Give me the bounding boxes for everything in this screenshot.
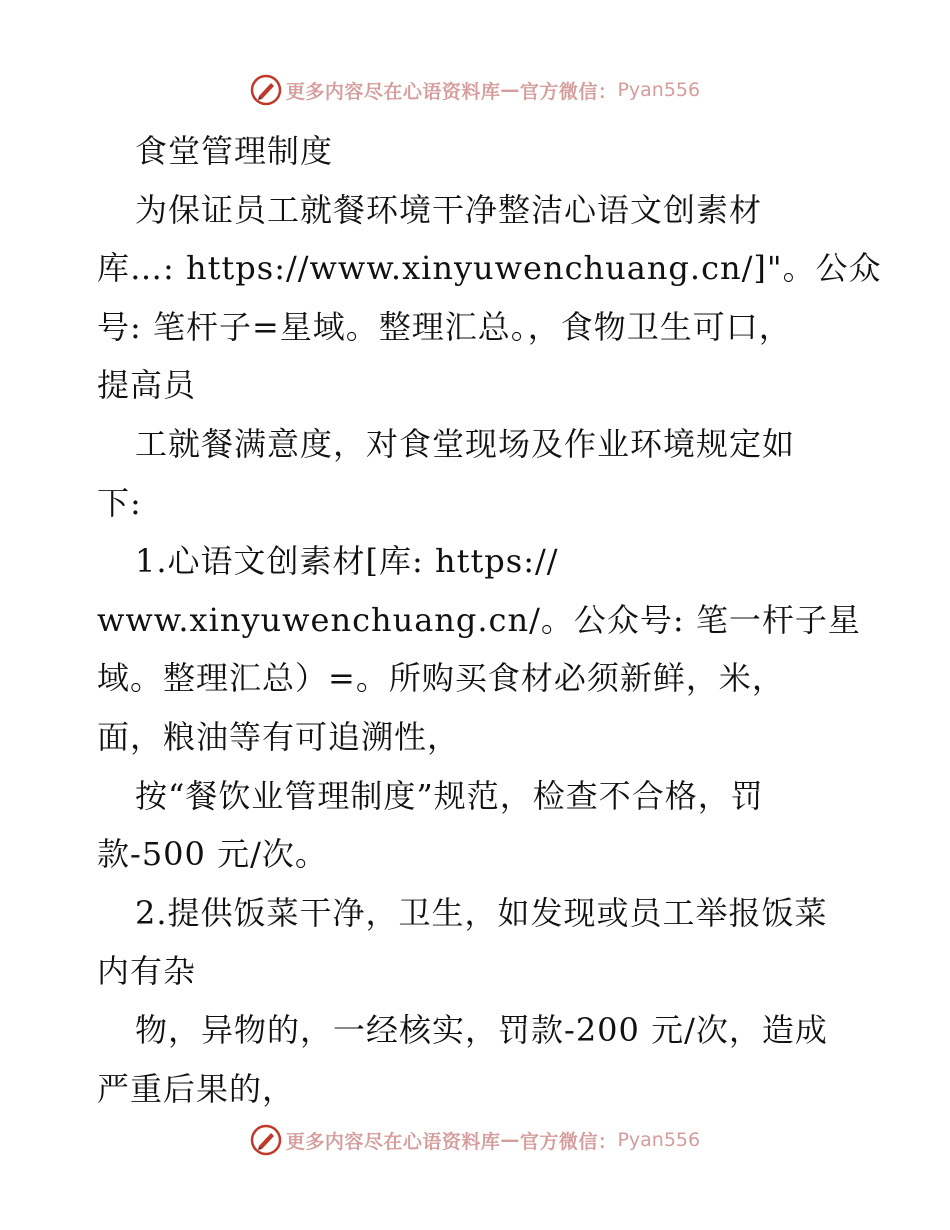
text-line: 2.提供饭菜干净，卫生，如发现或员工举报饭菜 — [135, 893, 828, 932]
document-body — [97, 122, 882, 1118]
text-line: 号: 笔杆子=星域。整理汇总。，食物卫生可口， — [97, 307, 792, 346]
document-title: 食堂管理制度 — [135, 132, 334, 170]
banner-contact-label: 官方微信： — [519, 80, 618, 103]
text-line: 域。整理汇总）=。所购买食材必须新鲜，米， — [97, 659, 785, 698]
banner-slogan: 更多内容尽在心语资料库 — [285, 80, 501, 103]
text-line: www.xinyuwenchuang.cn/。公众号: 笔一杆子星 — [97, 600, 861, 639]
pen-logo-icon — [250, 74, 282, 106]
text-line: 严重后果的， — [97, 1069, 296, 1108]
text-line: 提高员 — [97, 366, 197, 405]
text-line: 物，异物的，一经核实，罚款-200 元/次，造成 — [135, 1010, 828, 1049]
header-banner — [0, 70, 950, 110]
text-line: 按“餐饮业管理制度”规范，检查不合格，罚 — [135, 776, 764, 815]
text-line: 为保证员工就餐环境干净整洁心语文创素材 — [135, 190, 763, 229]
text-line: 下: — [97, 483, 142, 522]
text-line: 内有杂 — [97, 952, 197, 991]
banner-dash: — — [500, 1129, 520, 1151]
footer-banner — [0, 1120, 950, 1160]
banner-slogan: 更多内容尽在心语资料库 — [285, 1130, 501, 1153]
text-line: 库…: https://www.xinyuwenchuang.cn/]"。公众 — [97, 249, 882, 288]
pen-logo-icon — [250, 1124, 282, 1156]
banner-contact-id: Pyan556 — [617, 1129, 701, 1151]
text-line: 面，粮油等有可追溯性， — [97, 717, 461, 756]
banner-contact-label: 官方微信： — [519, 1130, 618, 1153]
text-line: 款-500 元/次。 — [97, 835, 328, 874]
banner-dash: — — [500, 79, 520, 101]
text-line: 工就餐满意度，对食堂现场及作业环境规定如 — [135, 424, 796, 463]
text-line: 1.心语文创素材[库: https:// — [135, 542, 559, 581]
banner-contact-id: Pyan556 — [617, 79, 701, 101]
